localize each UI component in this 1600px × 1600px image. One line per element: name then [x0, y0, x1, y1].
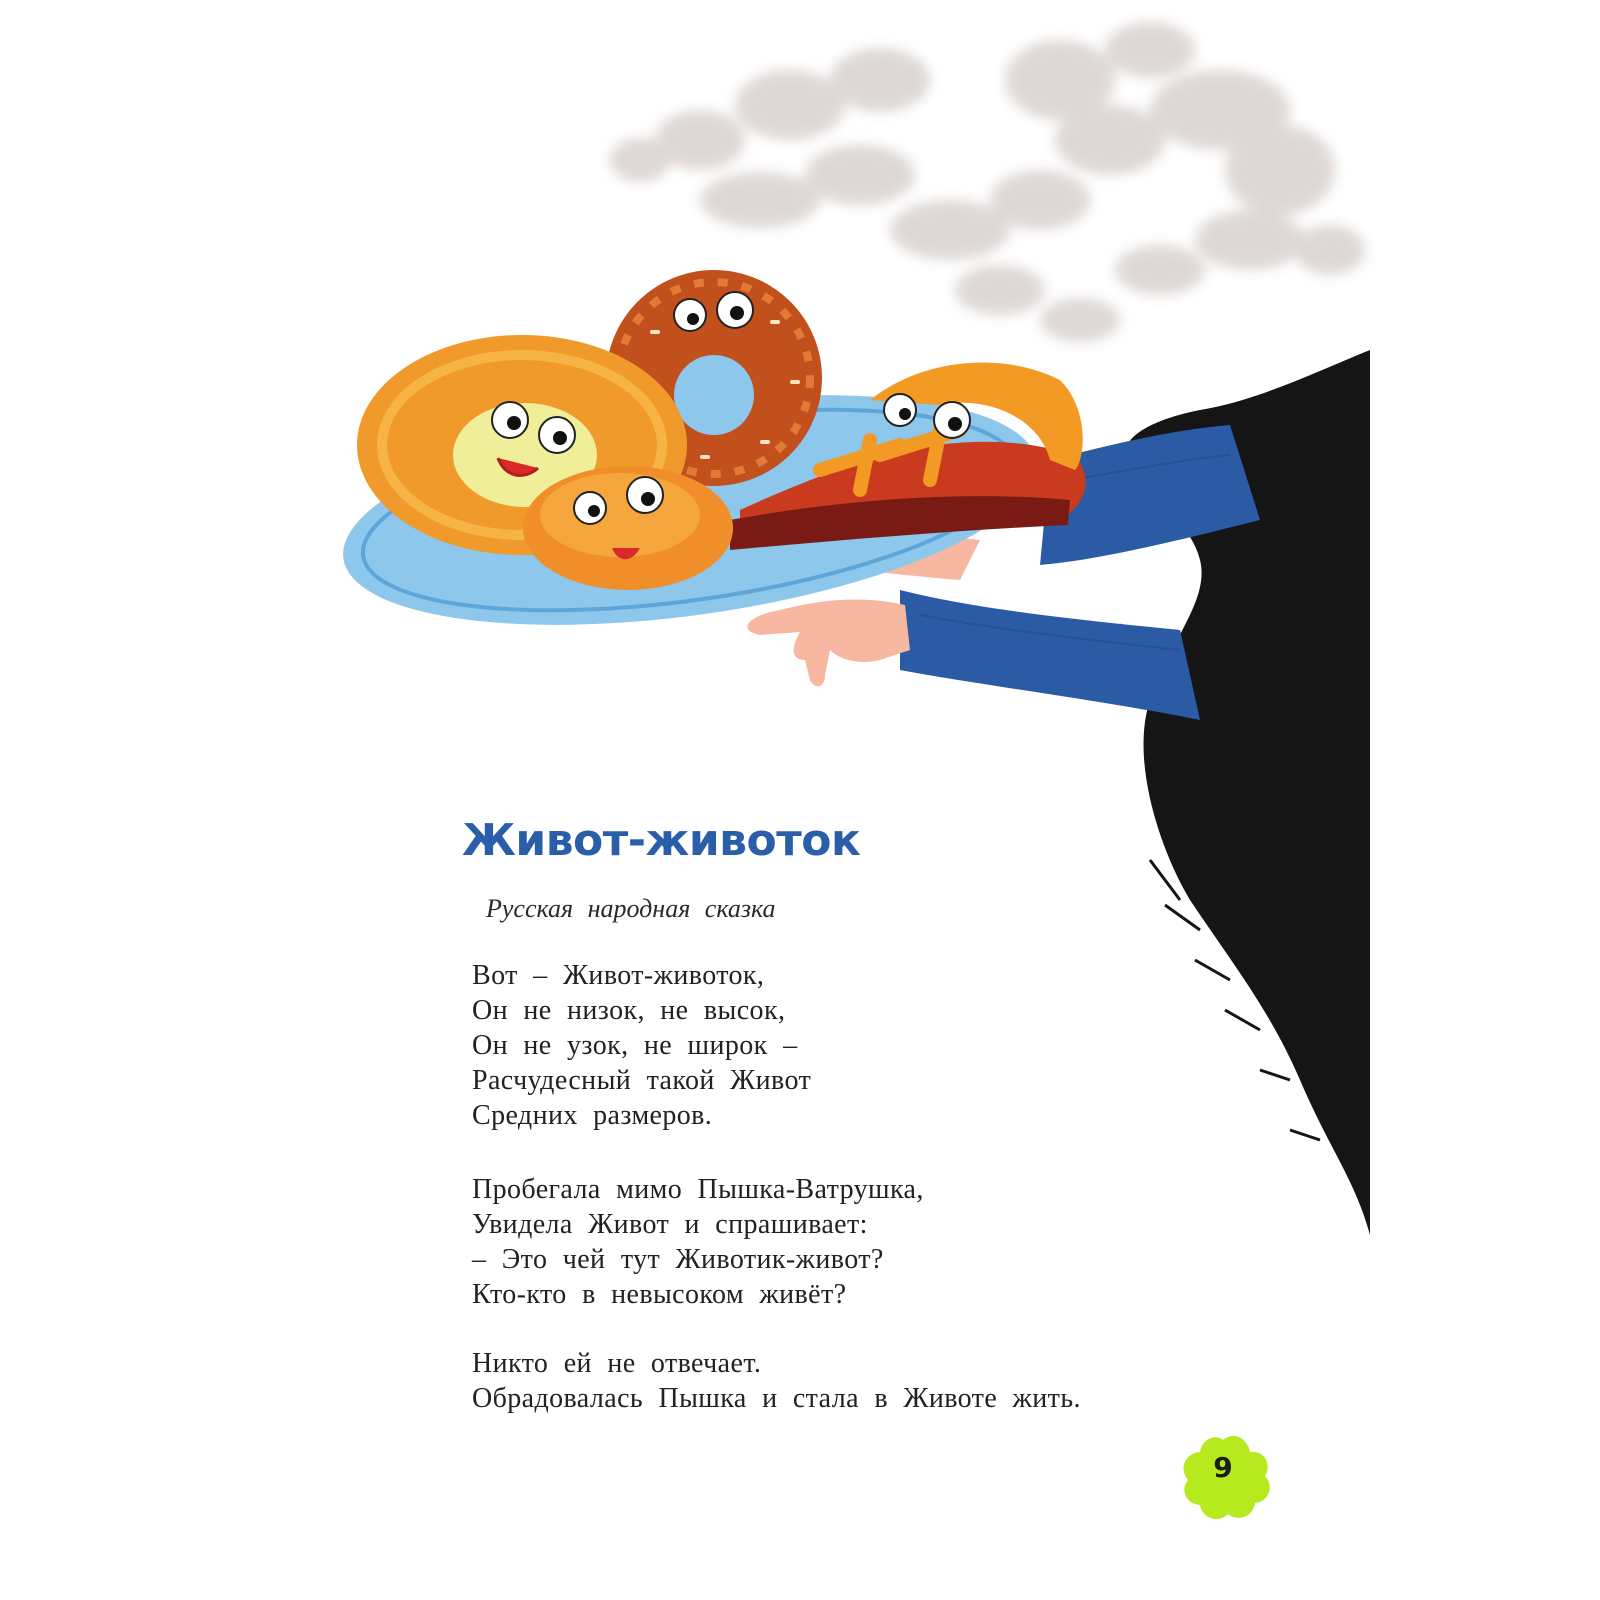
- verse-line: – Это чей тут Животик-живот?: [472, 1244, 884, 1275]
- verse-line: Вот – Живот-животок,: [472, 960, 765, 991]
- verse-line: Средних размеров.: [472, 1100, 713, 1131]
- verse-line: Кто-кто в невысоком живёт?: [472, 1279, 847, 1310]
- story-title: Живот-животок: [462, 815, 861, 866]
- verse-line: Пробегала мимо Пышка-Ватрушка,: [472, 1174, 924, 1205]
- verse-line: Увидела Живот и спрашивает:: [472, 1209, 868, 1240]
- page-number: 9: [1213, 1451, 1233, 1484]
- verse-line: Обрадовалась Пышка и стала в Животе жить.: [472, 1383, 1081, 1414]
- verse-line: Он не узок, не широк –: [472, 1030, 798, 1061]
- lower-hand: [747, 600, 910, 687]
- page-number-badge: [1188, 1433, 1258, 1503]
- verse-line: Расчудесный такой Живот: [472, 1065, 812, 1096]
- stanza: [472, 1172, 924, 1312]
- verse-line: Он не низок, не высок,: [472, 995, 786, 1026]
- lower-sleeve: [900, 590, 1200, 720]
- story-subtitle: Русская народная сказка: [486, 894, 776, 923]
- verse-line: Никто ей не отвечает.: [472, 1348, 762, 1379]
- stanza: [472, 958, 811, 1133]
- stanza: [472, 1346, 1081, 1416]
